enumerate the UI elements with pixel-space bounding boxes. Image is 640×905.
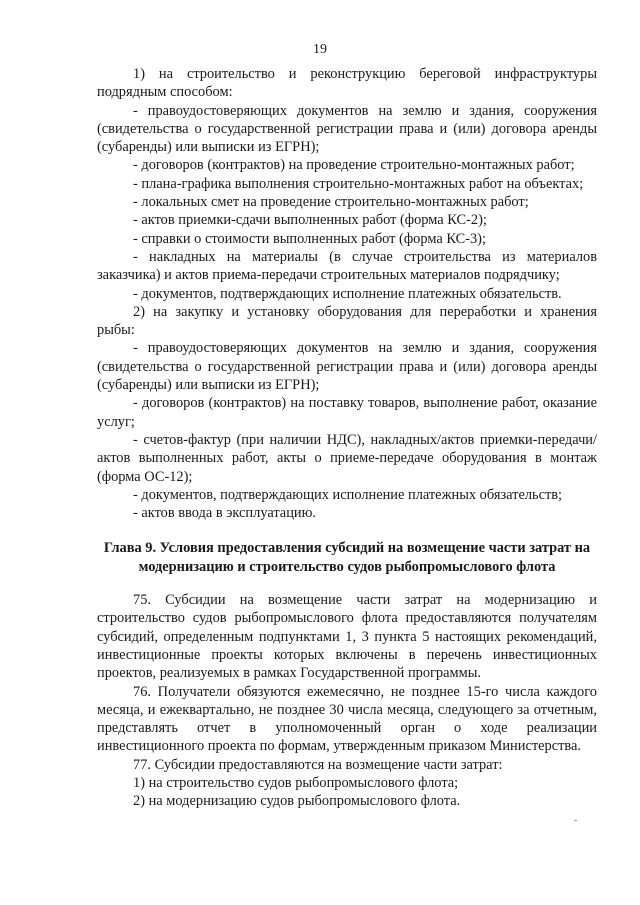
list-item: - актов ввода в эксплуатацию. <box>133 505 316 522</box>
paragraph-77: 77. Субсидии предоставляются на возмещение части затрат: <box>133 756 503 773</box>
page-content <box>97 65 597 811</box>
list-item: - документов, подтверждающих исполнение платежных обязательств. <box>133 285 562 302</box>
list-item: - документов, подтверждающих исполнение платежных обязательств; <box>133 486 563 503</box>
paragraph-75: 75. Субсидии на возмещение части затрат на модернизацию и строительство судов рыбопромыслового флота предоставляются получателям субсидий, определенным подпунктами 1, 3 пункта 5 настоящих рекомендаций, инвестиционные проекты которых включены в перечень инвестиционных проектов, реализуемых в рамках Государственной программы. <box>97 592 597 682</box>
list-item: - правоудостоверяющих документов на землю и здания, сооружения (свидетельства о государственной регистрации права и (или) договора аренды (субаренды) или выписки из ЕГРН); <box>97 102 597 156</box>
list-item: - плана-графика выполнения строительно-монтажных работ на объектах; <box>133 175 584 192</box>
paragraph-item-2-header: 2) на закупку и установку оборудования для переработки и хранения рыбы: <box>97 303 597 339</box>
list-item: - накладных на материалы (в случае строительства из материалов заказчика) и актов приема-передачи строительных материалов подрядчику; <box>97 248 597 284</box>
list-item: - договоров (контрактов) на проведение строительно-монтажных работ; <box>133 157 575 174</box>
list-item: 2) на модернизацию судов рыбопромыслового флота. <box>133 793 461 810</box>
list-item: - правоудостоверяющих документов на землю и здания, сооружения (свидетельства о государственной регистрации права и (или) договора аренды (субаренды) или выписки из ЕГРН); <box>97 340 597 394</box>
page-number: 19 <box>313 42 327 57</box>
chapter-heading: Глава 9. Условия предоставления субсидий на возмещение части затрат на модернизацию и строительство судов рыбопромыслового флота <box>103 540 591 575</box>
list-item: 1) на строительство судов рыбопромыслового флота; <box>133 774 459 791</box>
list-item: - актов приемки-сдачи выполненных работ (форма КС-2); <box>133 212 487 229</box>
paragraph-76: 76. Получатели обязуются ежемесячно, не позднее 15-го числа каждого месяца, и ежеквартально, не позднее 30 числа месяца, следующего за отчетным, представлять отчет в уполномоченный орган о ходе реализации инвестиционного проекта по формам, утвержденным приказом Министерства. <box>97 683 597 755</box>
scan-speck <box>574 820 577 821</box>
list-item: - счетов-фактур (при наличии НДС), накладных/актов приемки-передачи/актов выполненных работ, акты о приеме-передаче оборудования в монтаж (форма ОС-12); <box>97 431 597 485</box>
list-item: - договоров (контрактов) на поставку товаров, выполнение работ, оказание услуг; <box>97 395 597 430</box>
paragraph-item-1-header: 1) на строительство и реконструкцию береговой инфраструктуры подрядным способом: <box>97 66 597 101</box>
list-item: - справки о стоимости выполненных работ (форма КС-3); <box>133 230 486 247</box>
list-item: - локальных смет на проведение строительно-монтажных работ; <box>133 194 529 211</box>
